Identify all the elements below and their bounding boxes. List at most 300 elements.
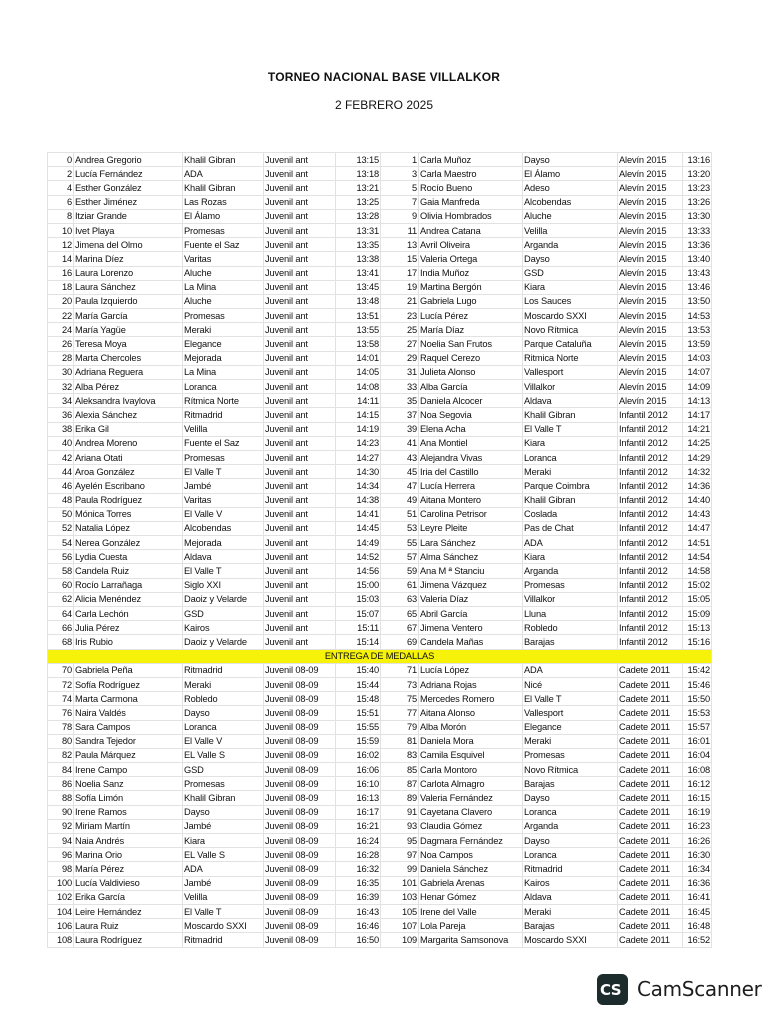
left-club-cell: Dayso [183,805,264,819]
right-gymnast-name-cell: Valeria Ortega [419,252,523,266]
right-number-cell: 89 [381,791,419,805]
right-category-cell: Cadete 2011 [618,791,683,805]
right-club-cell: Arganda [523,564,618,578]
table-row [48,564,712,578]
right-number-cell: 37 [381,408,419,422]
left-category-cell: Juvenil ant [264,323,336,337]
left-category-cell: Juvenil 08-09 [264,834,336,848]
right-club-cell: El Valle T [523,692,618,706]
right-time-cell: 13:33 [683,223,712,237]
right-number-cell: 7 [381,195,419,209]
table-row [48,337,712,351]
right-club-cell: Meraki [523,465,618,479]
right-time-cell: 15:53 [683,706,712,720]
left-gymnast-name-cell: Ayelén Escribano [74,479,183,493]
left-category-cell: Juvenil 08-09 [264,876,336,890]
left-gymnast-name-cell: María García [74,309,183,323]
left-number-cell: 12 [48,238,74,252]
right-category-cell: Infantil 2012 [618,550,683,564]
right-time-cell: 16:08 [683,763,712,777]
document-date: 2 FEBRERO 2025 [334,98,434,112]
schedule-rows-before-awards [48,153,712,650]
left-category-cell: Juvenil ant [264,536,336,550]
right-club-cell: Kiara [523,280,618,294]
right-club-cell: Loranca [523,848,618,862]
left-number-cell: 42 [48,450,74,464]
right-club-cell: Arganda [523,819,618,833]
left-time-cell: 15:11 [336,621,381,635]
right-time-cell: 15:02 [683,578,712,592]
right-category-cell: Infantil 2012 [618,436,683,450]
right-gymnast-name-cell: Margarita Samsonova [419,933,523,947]
left-club-cell: EL Valle S [183,848,264,862]
left-number-cell: 66 [48,621,74,635]
table-row [48,309,712,323]
right-category-cell: Infantil 2012 [618,422,683,436]
right-category-cell: Alevín 2015 [618,266,683,280]
left-time-cell: 14:15 [336,408,381,422]
left-time-cell: 15:03 [336,592,381,606]
right-category-cell: Infantil 2012 [618,408,683,422]
left-club-cell: Velilla [183,890,264,904]
left-club-cell: Velilla [183,422,264,436]
right-gymnast-name-cell: Carolina Petrisor [419,507,523,521]
left-gymnast-name-cell: Julia Pérez [74,621,183,635]
left-category-cell: Juvenil ant [264,621,336,635]
left-category-cell: Juvenil ant [264,153,336,167]
right-gymnast-name-cell: Noa Campos [419,848,523,862]
right-club-cell: Dayso [523,791,618,805]
right-time-cell: 13:16 [683,153,712,167]
table-row [48,351,712,365]
right-time-cell: 16:34 [683,862,712,876]
left-category-cell: Juvenil 08-09 [264,763,336,777]
right-time-cell: 16:52 [683,933,712,947]
right-time-cell: 14:29 [683,450,712,464]
right-club-cell: Alcobendas [523,195,618,209]
left-club-cell: Jambé [183,479,264,493]
table-row [48,479,712,493]
table-row [48,153,712,167]
left-number-cell: 96 [48,848,74,862]
left-time-cell: 14:27 [336,450,381,464]
left-club-cell: Varitas [183,493,264,507]
right-club-cell: Dayso [523,252,618,266]
left-club-cell: El Álamo [183,209,264,223]
left-club-cell: GSD [183,763,264,777]
left-number-cell: 94 [48,834,74,848]
left-club-cell: Meraki [183,677,264,691]
table-row [48,848,712,862]
right-time-cell: 14:47 [683,521,712,535]
right-gymnast-name-cell: Irene del Valle [419,904,523,918]
right-number-cell: 9 [381,209,419,223]
left-category-cell: Juvenil ant [264,607,336,621]
left-gymnast-name-cell: Natalia López [74,521,183,535]
right-category-cell: Alevín 2015 [618,294,683,308]
left-gymnast-name-cell: Alicia Menéndez [74,592,183,606]
left-time-cell: 13:51 [336,309,381,323]
right-number-cell: 71 [381,663,419,677]
right-category-cell: Cadete 2011 [618,933,683,947]
left-time-cell: 15:44 [336,677,381,691]
right-club-cell: Kiara [523,436,618,450]
right-number-cell: 43 [381,450,419,464]
right-category-cell: Alevín 2015 [618,351,683,365]
right-gymnast-name-cell: Noelia San Frutos [419,337,523,351]
right-number-cell: 67 [381,621,419,635]
left-gymnast-name-cell: Teresa Moya [74,337,183,351]
right-category-cell: Cadete 2011 [618,848,683,862]
right-time-cell: 14:17 [683,408,712,422]
right-club-cell: Parque Coimbra [523,479,618,493]
left-gymnast-name-cell: Esther González [74,181,183,195]
right-club-cell: Adeso [523,181,618,195]
left-time-cell: 14:08 [336,380,381,394]
left-number-cell: 48 [48,493,74,507]
right-time-cell: 13:20 [683,167,712,181]
left-category-cell: Juvenil 08-09 [264,819,336,833]
right-time-cell: 14:40 [683,493,712,507]
right-gymnast-name-cell: Carla Muñoz [419,153,523,167]
right-number-cell: 99 [381,862,419,876]
left-number-cell: 8 [48,209,74,223]
left-number-cell: 0 [48,153,74,167]
left-club-cell: ADA [183,167,264,181]
right-time-cell: 14:54 [683,550,712,564]
right-gymnast-name-cell: Daniela Alcocer [419,394,523,408]
table-row [48,521,712,535]
left-category-cell: Juvenil 08-09 [264,663,336,677]
right-club-cell: Kiara [523,550,618,564]
right-club-cell: Novo Rítmica [523,763,618,777]
left-number-cell: 102 [48,890,74,904]
right-time-cell: 14:36 [683,479,712,493]
left-club-cell: El Valle T [183,904,264,918]
right-time-cell: 15:42 [683,663,712,677]
right-time-cell: 16:15 [683,791,712,805]
left-club-cell: Las Rozas [183,195,264,209]
left-club-cell: Aluche [183,294,264,308]
right-club-cell: Lluna [523,607,618,621]
right-club-cell: Loranca [523,450,618,464]
left-club-cell: Khalil Gibran [183,181,264,195]
left-number-cell: 92 [48,819,74,833]
right-gymnast-name-cell: Henar Gómez [419,890,523,904]
left-category-cell: Juvenil ant [264,394,336,408]
left-number-cell: 38 [48,422,74,436]
left-category-cell: Juvenil ant [264,309,336,323]
right-category-cell: Alevín 2015 [618,323,683,337]
right-number-cell: 65 [381,607,419,621]
left-gymnast-name-cell: Marina Orio [74,848,183,862]
right-gymnast-name-cell: Gaia Manfreda [419,195,523,209]
right-club-cell: Arganda [523,238,618,252]
left-number-cell: 72 [48,677,74,691]
left-number-cell: 60 [48,578,74,592]
left-time-cell: 16:28 [336,848,381,862]
left-number-cell: 44 [48,465,74,479]
left-number-cell: 106 [48,919,74,933]
left-category-cell: Juvenil ant [264,450,336,464]
left-club-cell: Ritmadrid [183,408,264,422]
left-gymnast-name-cell: Nerea González [74,536,183,550]
right-time-cell: 16:41 [683,890,712,904]
table-row [48,223,712,237]
right-time-cell: 13:40 [683,252,712,266]
left-time-cell: 13:31 [336,223,381,237]
right-gymnast-name-cell: Andrea Catana [419,223,523,237]
left-club-cell: Daoiz y Velarde [183,592,264,606]
right-gymnast-name-cell: Gabriela Arenas [419,876,523,890]
left-category-cell: Juvenil ant [264,436,336,450]
right-gymnast-name-cell: Noa Segovia [419,408,523,422]
right-number-cell: 79 [381,720,419,734]
right-club-cell: Promesas [523,748,618,762]
left-number-cell: 90 [48,805,74,819]
left-time-cell: 13:48 [336,294,381,308]
right-gymnast-name-cell: Alba Morón [419,720,523,734]
table-row [48,819,712,833]
right-club-cell: Khalil Gibran [523,408,618,422]
table-row [48,252,712,266]
right-time-cell: 14:32 [683,465,712,479]
right-category-cell: Alevín 2015 [618,365,683,379]
left-number-cell: 74 [48,692,74,706]
left-club-cell: Ritmadrid [183,663,264,677]
right-number-cell: 51 [381,507,419,521]
table-row [48,677,712,691]
right-category-cell: Alevín 2015 [618,380,683,394]
left-number-cell: 16 [48,266,74,280]
left-gymnast-name-cell: Sara Campos [74,720,183,734]
right-gymnast-name-cell: Camila Esquivel [419,748,523,762]
left-time-cell: 13:45 [336,280,381,294]
right-category-cell: Alevín 2015 [618,209,683,223]
table-row [48,266,712,280]
right-club-cell: ADA [523,536,618,550]
right-number-cell: 29 [381,351,419,365]
right-club-cell: Parque Cataluña [523,337,618,351]
left-club-cell: Varitas [183,252,264,266]
left-number-cell: 26 [48,337,74,351]
left-number-cell: 78 [48,720,74,734]
left-number-cell: 80 [48,734,74,748]
right-number-cell: 63 [381,592,419,606]
right-gymnast-name-cell: Dagmara Fernández [419,834,523,848]
left-time-cell: 13:28 [336,209,381,223]
left-number-cell: 2 [48,167,74,181]
right-club-cell: Loranca [523,805,618,819]
right-gymnast-name-cell: Gabriela Lugo [419,294,523,308]
right-time-cell: 16:26 [683,834,712,848]
left-gymnast-name-cell: Laura Rodríguez [74,933,183,947]
table-row [48,734,712,748]
right-number-cell: 33 [381,380,419,394]
right-category-cell: Alevín 2015 [618,394,683,408]
right-time-cell: 15:46 [683,677,712,691]
left-category-cell: Juvenil ant [264,521,336,535]
left-club-cell: Promesas [183,450,264,464]
left-category-cell: Juvenil 08-09 [264,748,336,762]
right-time-cell: 14:51 [683,536,712,550]
left-number-cell: 68 [48,635,74,649]
right-number-cell: 35 [381,394,419,408]
right-time-cell: 16:30 [683,848,712,862]
left-time-cell: 16:21 [336,819,381,833]
left-number-cell: 76 [48,706,74,720]
document-title: TORNEO NACIONAL BASE VILLALKOR [267,70,501,84]
right-club-cell: Pas de Chat [523,521,618,535]
right-gymnast-name-cell: Cayetana Clavero [419,805,523,819]
right-club-cell: Aldava [523,394,618,408]
right-club-cell: Barajas [523,919,618,933]
left-category-cell: Juvenil ant [264,294,336,308]
left-number-cell: 54 [48,536,74,550]
right-gymnast-name-cell: Olivia Hombrados [419,209,523,223]
right-time-cell: 14:58 [683,564,712,578]
left-club-cell: ADA [183,862,264,876]
right-club-cell: Moscardo SXXI [523,309,618,323]
left-number-cell: 6 [48,195,74,209]
right-number-cell: 81 [381,734,419,748]
left-time-cell: 15:40 [336,663,381,677]
right-gymnast-name-cell: Valeria Díaz [419,592,523,606]
left-category-cell: Juvenil 08-09 [264,848,336,862]
right-number-cell: 41 [381,436,419,450]
right-category-cell: Infantil 2012 [618,592,683,606]
left-gymnast-name-cell: Candela Ruiz [74,564,183,578]
right-club-cell: El Valle T [523,422,618,436]
left-number-cell: 108 [48,933,74,947]
left-number-cell: 28 [48,351,74,365]
left-gymnast-name-cell: Naia Andrés [74,834,183,848]
left-gymnast-name-cell: Lucía Fernández [74,167,183,181]
right-category-cell: Infantil 2012 [618,564,683,578]
awards-band-row [48,649,712,663]
right-time-cell: 14:03 [683,351,712,365]
right-gymnast-name-cell: India Muñoz [419,266,523,280]
table-row [48,663,712,677]
right-club-cell: Elegance [523,720,618,734]
left-club-cell: Fuente el Saz [183,436,264,450]
left-category-cell: Juvenil ant [264,408,336,422]
left-gymnast-name-cell: Jimena del Olmo [74,238,183,252]
right-category-cell: Cadete 2011 [618,748,683,762]
left-time-cell: 16:02 [336,748,381,762]
right-number-cell: 17 [381,266,419,280]
left-category-cell: Juvenil ant [264,223,336,237]
right-gymnast-name-cell: Lucía Pérez [419,309,523,323]
right-time-cell: 13:36 [683,238,712,252]
left-number-cell: 70 [48,663,74,677]
right-number-cell: 107 [381,919,419,933]
right-number-cell: 73 [381,677,419,691]
left-category-cell: Juvenil ant [264,380,336,394]
right-time-cell: 16:01 [683,734,712,748]
right-gymnast-name-cell: Aitana Montero [419,493,523,507]
right-gymnast-name-cell: Lola Pareja [419,919,523,933]
right-category-cell: Infantil 2012 [618,450,683,464]
table-row [48,280,712,294]
right-time-cell: 16:12 [683,777,712,791]
right-number-cell: 25 [381,323,419,337]
left-number-cell: 64 [48,607,74,621]
left-gymnast-name-cell: Sofía Rodríguez [74,677,183,691]
right-number-cell: 57 [381,550,419,564]
left-gymnast-name-cell: Itziar Grande [74,209,183,223]
left-number-cell: 62 [48,592,74,606]
right-club-cell: Barajas [523,777,618,791]
left-category-cell: Juvenil 08-09 [264,919,336,933]
right-time-cell: 13:26 [683,195,712,209]
left-gymnast-name-cell: Carla Lechón [74,607,183,621]
right-category-cell: Infantil 2012 [618,521,683,535]
right-gymnast-name-cell: Raquel Cerezo [419,351,523,365]
right-club-cell: Dayso [523,834,618,848]
right-category-cell: Infantil 2012 [618,465,683,479]
left-time-cell: 15:55 [336,720,381,734]
right-category-cell: Cadete 2011 [618,876,683,890]
right-category-cell: Alevín 2015 [618,309,683,323]
right-number-cell: 85 [381,763,419,777]
left-gymnast-name-cell: Naira Valdés [74,706,183,720]
left-time-cell: 14:34 [336,479,381,493]
left-time-cell: 13:15 [336,153,381,167]
right-gymnast-name-cell: Martina Bergón [419,280,523,294]
right-gymnast-name-cell: Daniela Mora [419,734,523,748]
right-number-cell: 5 [381,181,419,195]
right-number-cell: 49 [381,493,419,507]
right-club-cell: Vallesport [523,365,618,379]
left-category-cell: Juvenil ant [264,238,336,252]
left-category-cell: Juvenil 08-09 [264,720,336,734]
right-category-cell: Alevín 2015 [618,238,683,252]
right-club-cell: Barajas [523,635,618,649]
left-gymnast-name-cell: Alexia Sánchez [74,408,183,422]
left-club-cell: El Valle V [183,734,264,748]
right-time-cell: 13:53 [683,323,712,337]
left-club-cell: La Mina [183,280,264,294]
left-club-cell: Loranca [183,380,264,394]
right-number-cell: 3 [381,167,419,181]
table-row [48,805,712,819]
right-club-cell: Villalkor [523,380,618,394]
right-category-cell: Alevín 2015 [618,195,683,209]
right-club-cell: Meraki [523,904,618,918]
left-gymnast-name-cell: Marta Carmona [74,692,183,706]
left-gymnast-name-cell: Laura Lorenzo [74,266,183,280]
left-club-cell: Mejorada [183,536,264,550]
left-category-cell: Juvenil ant [264,465,336,479]
right-category-cell: Cadete 2011 [618,692,683,706]
left-time-cell: 13:21 [336,181,381,195]
table-row [48,834,712,848]
left-number-cell: 32 [48,380,74,394]
left-time-cell: 14:56 [336,564,381,578]
left-number-cell: 88 [48,791,74,805]
table-row [48,621,712,635]
right-category-cell: Cadete 2011 [618,805,683,819]
left-gymnast-name-cell: Aroa González [74,465,183,479]
left-time-cell: 13:41 [336,266,381,280]
right-category-cell: Cadete 2011 [618,819,683,833]
right-club-cell: Los Sauces [523,294,618,308]
right-gymnast-name-cell: Jimena Ventero [419,621,523,635]
table-row [48,692,712,706]
left-number-cell: 56 [48,550,74,564]
left-gymnast-name-cell: Marina Díez [74,252,183,266]
